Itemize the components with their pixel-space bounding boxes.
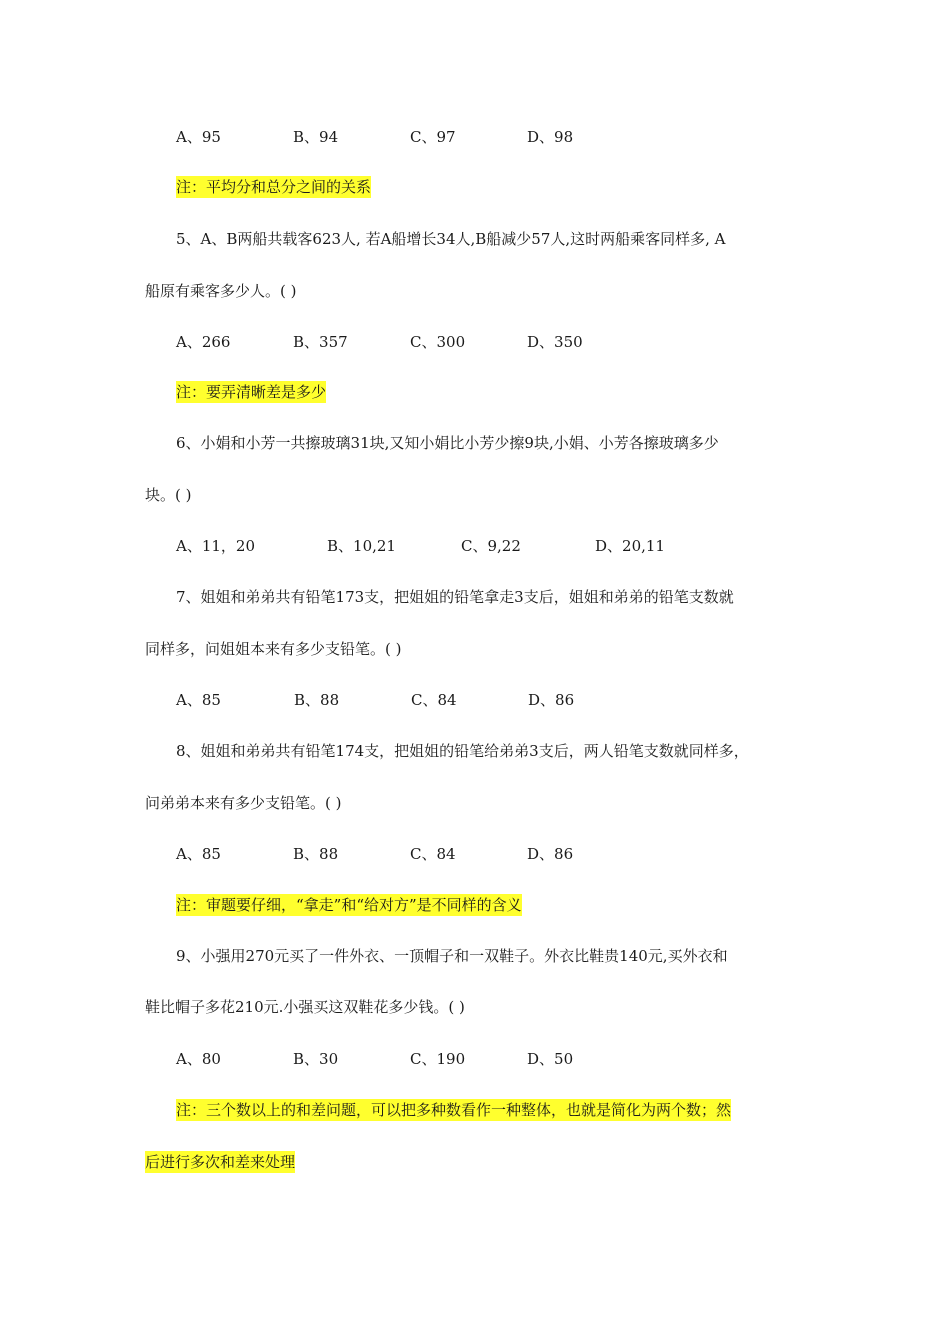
- q6-option-c: C、9,22: [461, 537, 521, 555]
- q5-option-b: B、357: [293, 333, 348, 351]
- q5-text-line2: 船原有乘客多少人。( ): [145, 282, 297, 300]
- q5-option-c: C、300: [410, 333, 466, 351]
- q5-text-line1: 5、A、B两船共载客623人, 若A船增长34人,B船减少57人,这时两船乘客同样多, A: [176, 230, 726, 248]
- q7-option-b: B、88: [294, 691, 340, 709]
- q8-option-b: B、88: [293, 845, 339, 863]
- q8-option-a: A、85: [176, 845, 221, 863]
- q9-option-a: A、80: [176, 1050, 221, 1068]
- q8-text-line1: 8、姐姐和弟弟共有铅笔174支，把姐姐的铅笔给弟弟3支后，两人铅笔支数就同样多，: [176, 742, 749, 760]
- q9-option-c: C、190: [410, 1050, 466, 1068]
- q9-text-line2: 鞋比帽子多花210元.小强买这双鞋花多少钱。( ): [145, 998, 465, 1016]
- q7-text-line1: 7、姐姐和弟弟共有铅笔173支，把姐姐的铅笔拿走3支后，姐姐和弟弟的铅笔支数就: [176, 588, 734, 606]
- q7-text-line2: 同样多，问姐姐本来有多少支铅笔。( ): [145, 640, 402, 658]
- q6-option-b: B、10,21: [327, 537, 396, 555]
- q4-option-d: D、98: [527, 128, 574, 146]
- q6-option-a: A、11，20: [176, 537, 256, 555]
- q9-note-line1: 注：三个数以上的和差问题，可以把多种数看作一种整体，也就是简化为两个数；然: [176, 1101, 732, 1119]
- q5-note: 注：要弄清晰差是多少: [176, 383, 327, 401]
- q7-option-d: D、86: [528, 691, 575, 709]
- q5-option-d: D、350: [527, 333, 583, 351]
- q4-option-a: A、95: [176, 128, 221, 146]
- q5-option-a: A、266: [176, 333, 231, 351]
- q8-note: 注：审题要仔细，“拿走”和“给对方”是不同样的含义: [176, 896, 522, 914]
- q9-note-line2: 后进行多次和差来处理: [145, 1153, 296, 1171]
- q9-text-line1: 9、小强用270元买了一件外衣、一顶帽子和一双鞋子。外衣比鞋贵140元,买外衣和: [176, 947, 728, 965]
- q4-note: 注：平均分和总分之间的关系: [176, 178, 372, 196]
- q9-option-b: B、30: [293, 1050, 339, 1068]
- q8-text-line2: 问弟弟本来有多少支铅笔。( ): [145, 794, 342, 812]
- q6-option-d: D、20,11: [595, 537, 665, 555]
- q6-text-line1: 6、小娟和小芳一共擦玻璃31块,又知小娟比小芳少擦9块,小娟、小芳各擦玻璃多少: [176, 434, 719, 452]
- q6-text-line2: 块。( ): [145, 486, 192, 504]
- q4-option-c: C、97: [410, 128, 456, 146]
- q4-option-b: B、94: [293, 128, 339, 146]
- q9-option-d: D、50: [527, 1050, 574, 1068]
- q7-option-a: A、85: [176, 691, 221, 709]
- q8-option-c: C、84: [410, 845, 456, 863]
- q7-option-c: C、84: [411, 691, 457, 709]
- q8-option-d: D、86: [527, 845, 574, 863]
